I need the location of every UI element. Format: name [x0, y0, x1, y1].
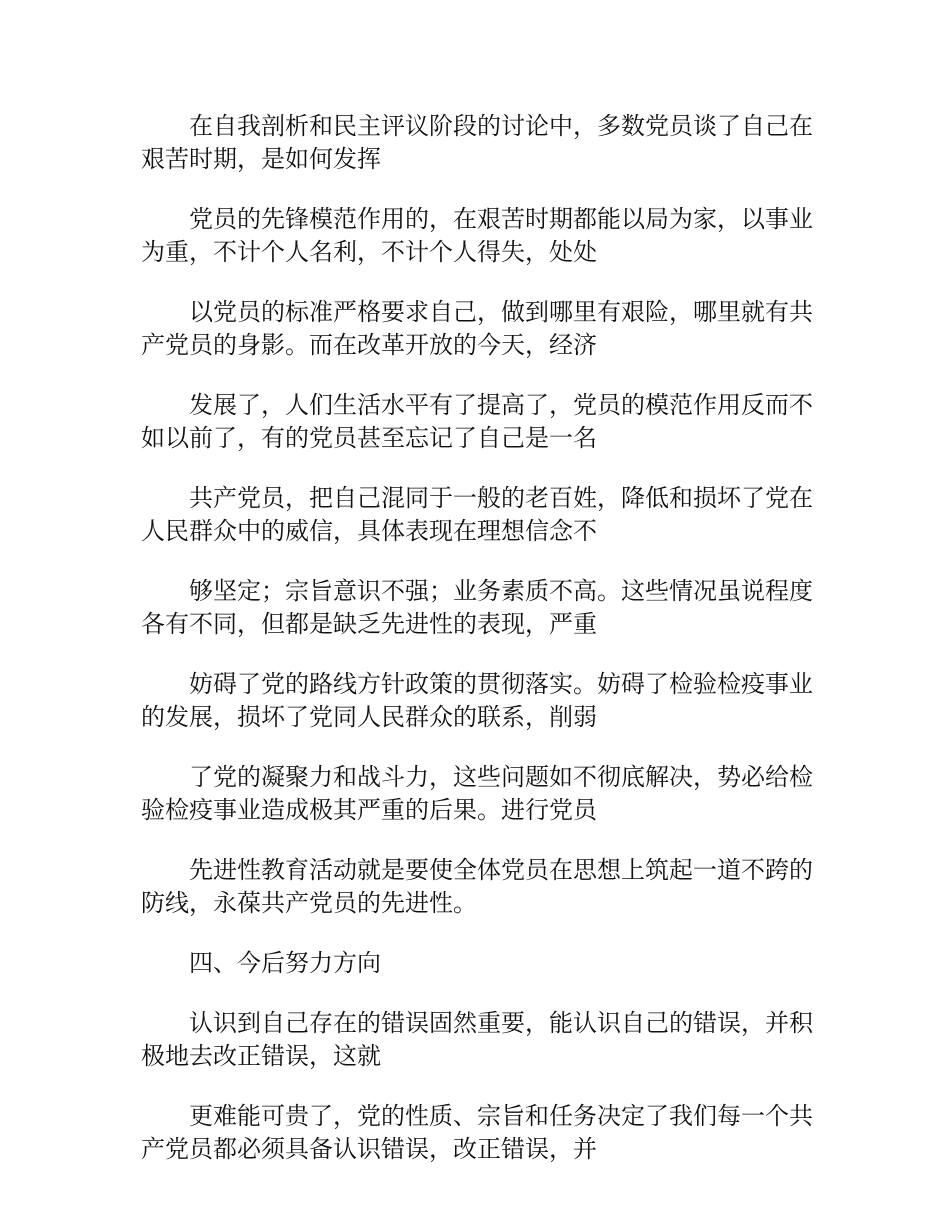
document-body — [141, 110, 813, 1193]
paragraph-10: 认识到自己存在的错误固然重要，能认识自己的错误，并积极地去改正错误，这就 — [141, 1009, 813, 1070]
paragraph-5: 共产党员，把自己混同于一般的老百姓，降低和损坏了党在人民群众中的威信，具体表现在理想信念不 — [141, 484, 813, 545]
paragraph-2: 党员的先锋模范作用的，在艰苦时期都能以局为家，以事业为重，不计个人名利，不计个人得失，处处 — [141, 205, 813, 266]
paragraph-6: 够坚定；宗旨意识不强；业务素质不高。这些情况虽说程度各有不同，但都是缺乏先进性的表现，严重 — [141, 577, 813, 638]
paragraph-4: 发展了，人们生活水平有了提高了，党员的模范作用反而不如以前了，有的党员甚至忘记了自己是一名 — [141, 391, 813, 452]
paragraph-9: 先进性教育活动就是要使全体党员在思想上筑起一道不跨的防线，永葆共产党员的先进性。 — [141, 856, 813, 917]
paragraph-11: 更难能可贵了，党的性质、宗旨和任务决定了我们每一个共产党员都必须具备认识错误，改正错误，并 — [141, 1102, 813, 1163]
paragraph-8: 了党的凝聚力和战斗力，这些问题如不彻底解决，势必给检验检疫事业造成极其严重的后果。进行党员 — [141, 763, 813, 824]
paragraph-3: 以党员的标准严格要求自己，做到哪里有艰险，哪里就有共产党员的身影。而在改革开放的今天，经济 — [141, 298, 813, 359]
paragraph-1: 在自我剖析和民主评议阶段的讨论中，多数党员谈了自己在艰苦时期，是如何发挥 — [141, 112, 813, 173]
paragraph-7: 妨碍了党的路线方针政策的贯彻落实。妨碍了检验检疫事业的发展，损坏了党同人民群众的联系，削弱 — [141, 670, 813, 731]
section-heading: 四、今后努力方向 — [189, 949, 381, 977]
